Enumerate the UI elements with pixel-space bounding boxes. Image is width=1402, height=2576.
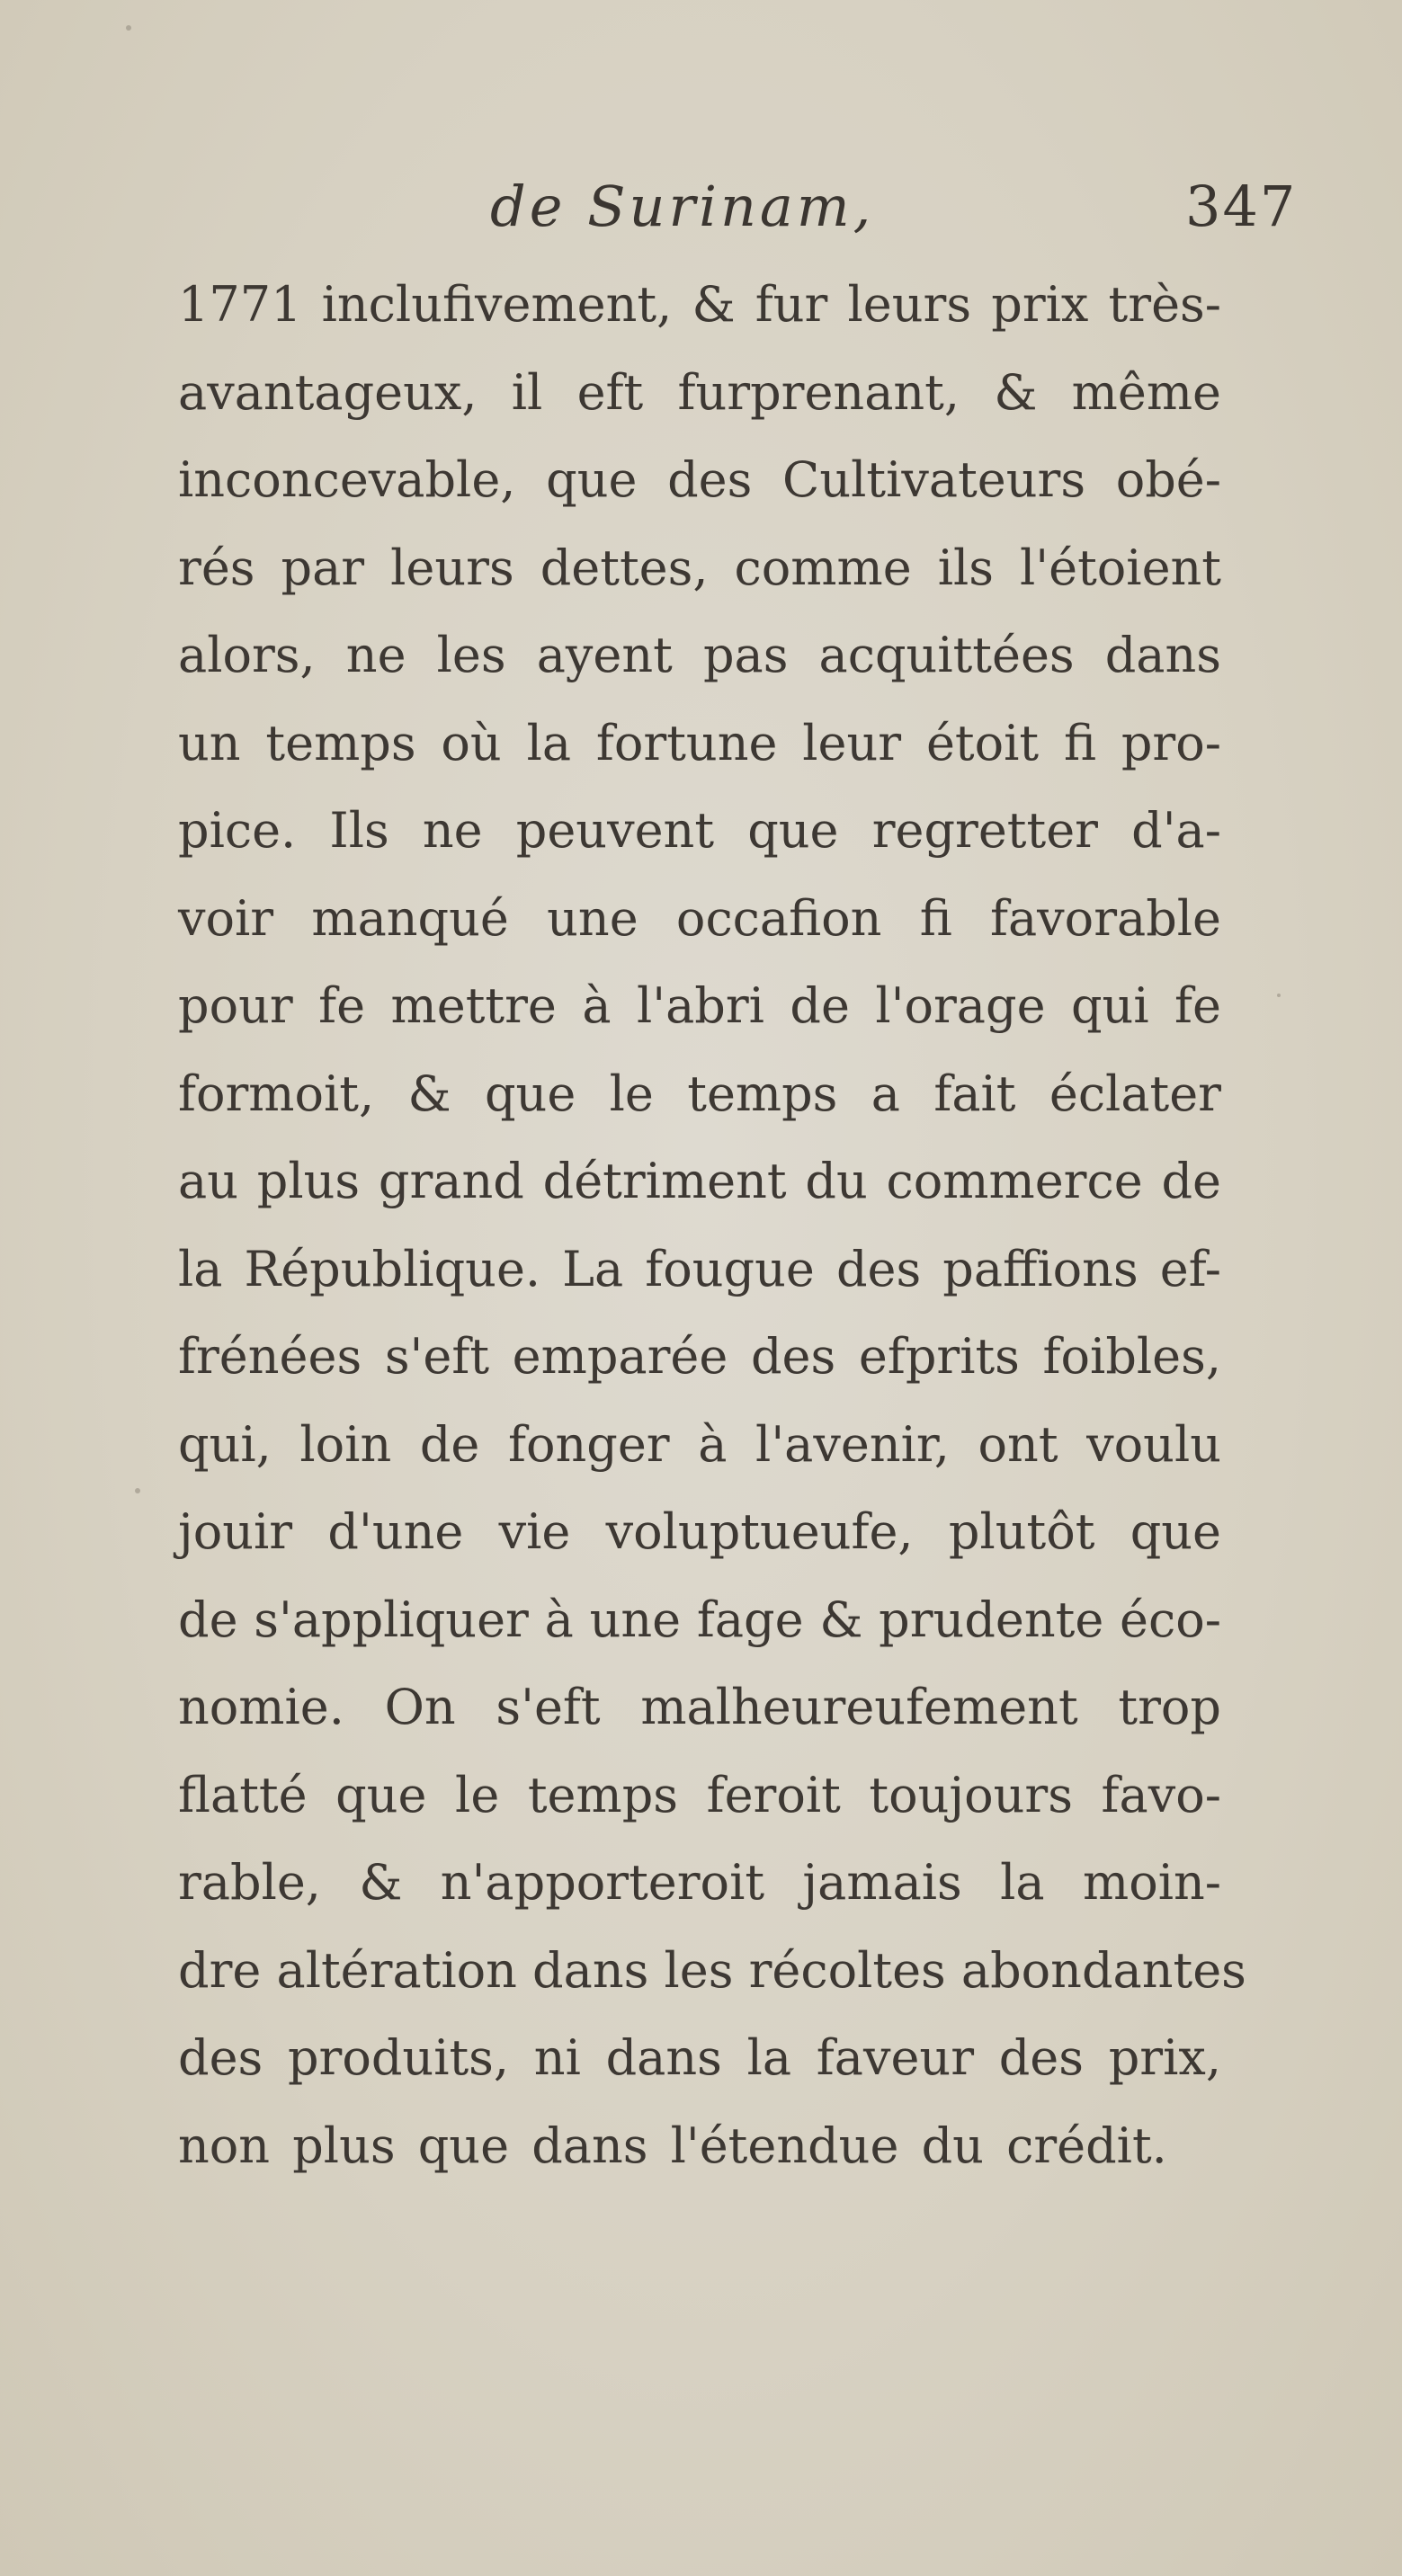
text-line: de s'appliquer à une fage & prudente éco-	[178, 1591, 1221, 1648]
text-line: des produits, ni dans la faveur des prix,	[178, 2029, 1221, 2086]
paper-speck	[126, 25, 131, 31]
text-line: rable, & n'apporteroit jamais la moin-	[178, 1854, 1221, 1911]
paper-speck	[1277, 994, 1281, 997]
text-line: flatté que le temps feroit toujours favo-	[178, 1766, 1221, 1823]
running-title: de Surinam,	[490, 174, 875, 239]
text-line: la République. La fougue des paffions ef-	[178, 1240, 1221, 1297]
text-line: avantageux, il eft furprenant, & même	[178, 363, 1221, 421]
body-text	[178, 261, 1246, 2189]
text-line: un temps où la fortune leur étoit fi pro-	[178, 714, 1221, 771]
text-line: dre altération dans les récoltes abondantes	[178, 1941, 1246, 1999]
text-line: au plus grand détriment du commerce de	[178, 1153, 1221, 1209]
page-header	[0, 171, 1402, 243]
paper-speck	[135, 1488, 140, 1493]
text-line: qui, loin de fonger à l'avenir, ont voulu	[178, 1415, 1221, 1473]
text-line: pour fe mettre à l'abri de l'orage qui fe	[178, 977, 1221, 1034]
page-number: 347	[1185, 174, 1298, 239]
text-line: rés par leurs dettes, comme ils l'étoient	[178, 539, 1221, 596]
text-line: voir manqué une occafion fi favorable	[178, 889, 1221, 947]
text-line: inconcevable, que des Cultivateurs obé-	[178, 451, 1221, 508]
text-line: jouir d'une vie voluptueufe, plutôt que	[178, 1503, 1221, 1560]
text-line: nomie. On s'eft malheureufement trop	[178, 1679, 1221, 1735]
text-line: frénées s'eft emparée des efprits foibles,	[178, 1328, 1221, 1385]
text-line: formoit, & que le temps a fait éclater	[178, 1065, 1221, 1122]
text-line: 1771 inclufivement, & fur leurs prix très-	[178, 276, 1221, 333]
text-line: pice. Ils ne peuvent que regretter d'a-	[178, 802, 1221, 859]
text-line: non plus que dans l'étendue du crédit.	[178, 2117, 1167, 2174]
text-line: alors, ne les ayent pas acquittées dans	[178, 627, 1221, 683]
